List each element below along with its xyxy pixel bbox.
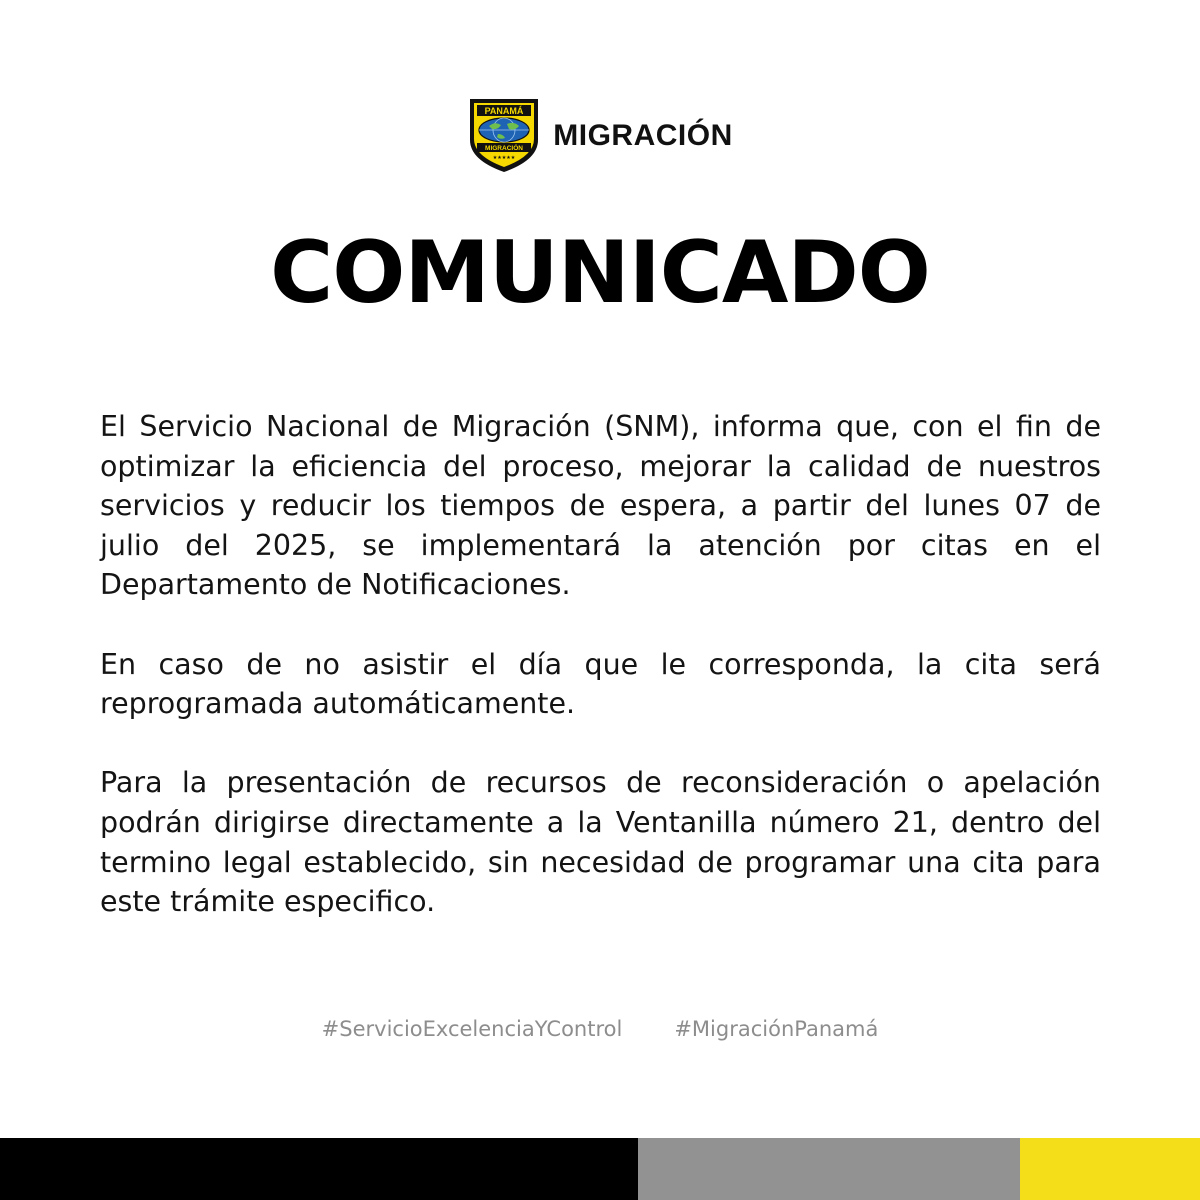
header [0, 95, 1200, 175]
emblem-bottom-text: MIGRACIÓN [485, 145, 524, 152]
hashtags [0, 1012, 1200, 1046]
emblem-top-text: PANAMÁ [484, 106, 524, 116]
svg-text:★★★★★: ★★★★★ [493, 155, 516, 161]
paragraph-3: Para la presentación de recursos de reconsideración o apelación podrán dirigirse directamente a la Ventanilla número 21, dentro del termino legal establecido, sin necesidad de programar una cita para este trámite especifico. [100, 766, 1101, 919]
announcement-body [100, 407, 1101, 961]
footer-bar-yellow [1020, 1138, 1200, 1200]
paragraph-1: El Servicio Nacional de Migración (SNM), informa que, con el fin de optimizar la eficiencia del proceso, mejorar la calidad de nuestros servicios y reducir los tiempos de espera, a partir del lunes 07 de julio del 2025, se implementará la atención por citas en el Departamento de Notificaciones. [100, 410, 1101, 602]
migracion-emblem-logo [467, 96, 541, 174]
page-title: COMUNICADO [270, 223, 930, 323]
paragraph-2: En caso de no asistir el día que le corresponda, la cita será reprogramada automáticamente. [100, 647, 1101, 721]
hashtag-servicio: #ServicioExcelenciaYControl [321, 1017, 623, 1041]
footer-bar-black [0, 1138, 638, 1200]
footer-color-bar [0, 1138, 1200, 1200]
brand-name: MIGRACIÓN [553, 119, 733, 152]
footer-bar-gray [638, 1138, 1020, 1200]
hashtag-migracion: #MigraciónPanamá [674, 1017, 879, 1041]
